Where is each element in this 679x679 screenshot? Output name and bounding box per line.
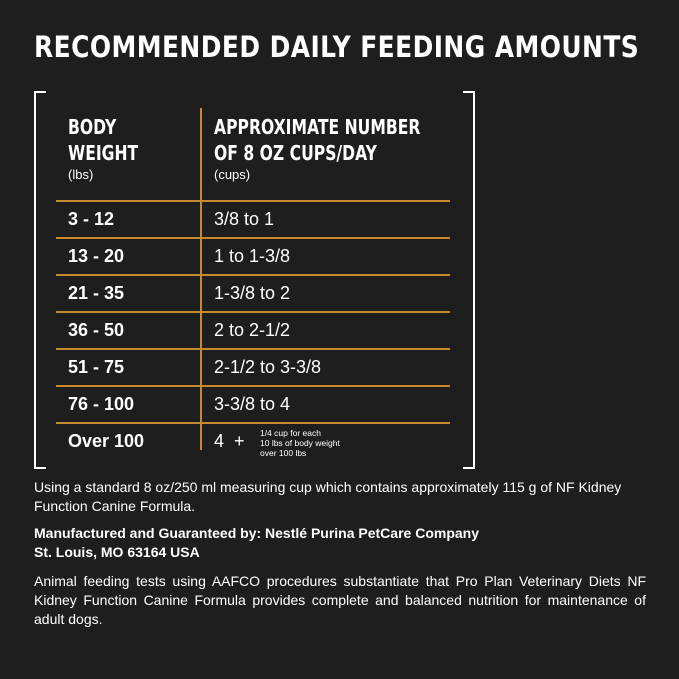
weight-cell: 51 - 75 (68, 357, 125, 377)
manufacturer-line-1: Manufactured and Guaranteed by: Nestlé Purina PetCare Company (34, 525, 479, 541)
weight-cell: 76 - 100 (68, 394, 135, 414)
measuring-note: Using a standard 8 oz/250 ml measuring cup which contains approximately 115 g of NF Kidney Function Canine Formula. (34, 479, 622, 514)
header-col1-unit: (lbs) (68, 167, 94, 182)
table-row (56, 239, 450, 276)
header-col1-line2: WEIGHT (68, 141, 139, 165)
cups-cell: 2 to 2-1/2 (214, 320, 291, 340)
plus-sign: + (234, 431, 245, 451)
table-row (56, 424, 450, 459)
header-body-weight (68, 114, 158, 184)
header-col2-line1: APPROXIMATE NUMBER (214, 115, 421, 139)
weight-cell: 36 - 50 (68, 320, 125, 340)
table-row (56, 202, 450, 239)
table-row (56, 276, 450, 313)
weight-cell: 21 - 35 (68, 283, 125, 303)
note-line-2: 10 lbs of body weight (260, 438, 340, 448)
table-row (56, 387, 450, 424)
cups-cell: 1 to 1-3/8 (214, 246, 291, 266)
aafco-statement: Animal feeding tests using AAFCO procedures substantiate that Pro Plan Veterinary Diets NF Kidney Function Canine Formula provides complete and balanced nutrition for maintenance of adult dogs. (34, 573, 646, 627)
weight-cell: 13 - 20 (68, 246, 125, 266)
note-line-1: 1/4 cup for each (260, 428, 321, 438)
cups-cell: 3-3/8 to 4 (214, 394, 291, 414)
manufacturer-info (34, 524, 646, 562)
header-col2-unit: (cups) (214, 167, 251, 182)
page-title: RECOMMENDED DAILY FEEDING AMOUNTS (34, 30, 640, 64)
cups-base: 4 (214, 431, 225, 451)
cups-cell (214, 431, 245, 452)
manufacturer-line-2: St. Louis, MO 63164 USA (34, 544, 200, 560)
header-col2-line2: OF 8 OZ CUPS/DAY (214, 141, 377, 165)
weight-cell: 3 - 12 (68, 209, 115, 229)
cups-cell: 1-3/8 to 2 (214, 283, 291, 303)
left-bracket (34, 91, 46, 469)
table-header (56, 108, 450, 202)
weight-cell: Over 100 (68, 431, 145, 451)
header-col1-line1: BODY (68, 115, 117, 139)
cups-cell: 2-1/2 to 3-3/8 (214, 357, 322, 377)
header-cups-per-day (214, 114, 479, 184)
feeding-table (56, 108, 450, 459)
table-row (56, 313, 450, 350)
cups-cell: 3/8 to 1 (214, 209, 275, 229)
extra-cups-note (260, 428, 380, 458)
note-line-3: over 100 lbs (260, 448, 307, 458)
table-row (56, 350, 450, 387)
